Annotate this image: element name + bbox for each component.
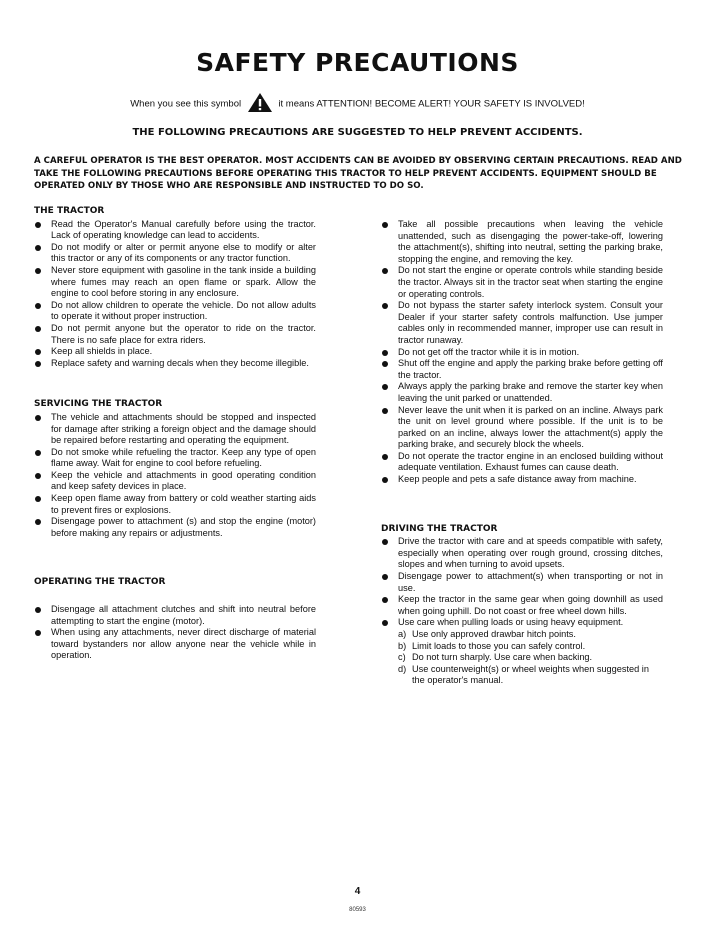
list-item (34, 358, 316, 370)
list-item-text: Drive the tractor with care and at speeds compatible with safety, especially when operating over rough ground, crossing ditches, slopes and when turning to avoid upsets. (398, 536, 663, 570)
intro-paragraph: A CAREFUL OPERATOR IS THE BEST OPERATOR. MOST ACCIDENTS CAN BE AVOIDED BY OBSERVING CERTAIN PRECAUTIONS. READ AND TAKE THE FOLLOWING PRECAUTIONS BEFORE OPERATING THIS TRACTOR TO HELP PREVENT ACCIDENTS. EQUIPMENT SHOULD BE OPERATED ONLY BY THOSE WHO ARE RESPONSIBLE AND INSTRUCTED TO DO SO. (34, 156, 682, 191)
servicing-list (34, 412, 316, 540)
operating-continued-list (381, 219, 663, 486)
list-item (381, 451, 663, 474)
list-item (381, 571, 663, 594)
bullet-icon (35, 326, 41, 332)
bullet-icon (35, 607, 41, 613)
sub-list-item (398, 652, 663, 664)
bullet-icon (382, 361, 388, 367)
list-item (34, 604, 316, 627)
list-item-text: Do not operate the tractor engine in an enclosed building without adequate ventilation. Exhaust fumes can cause death. (398, 450, 663, 473)
bullet-icon (35, 361, 41, 367)
list-item-text: Keep the tractor in the same gear when going downhill as used when going uphill. Do not coast or free wheel down hills. (398, 594, 663, 616)
tractor-list (34, 219, 316, 370)
sub-item-letter: a) (398, 629, 407, 639)
list-item (34, 627, 316, 662)
bullet-icon (382, 454, 388, 460)
list-item (381, 358, 663, 381)
bullet-icon (382, 539, 388, 545)
list-item-text: Do not allow children to operate the vehicle. Do not allow adults to operate it without proper instruction. (51, 299, 316, 322)
bullet-icon (35, 222, 41, 228)
list-item (381, 405, 663, 451)
right-column (381, 219, 663, 687)
bullet-icon (35, 473, 41, 479)
list-item-text: Read the Operator's Manual carefully before using the tractor. Lack of operating knowledge can lead to accidents. (51, 218, 316, 241)
sub-item-text: Use counterweight(s) or wheel weights when suggested in the operator's manual. (412, 663, 649, 686)
list-item-text: Do not permit anyone but the operator to ride on the tractor. There is no safe place for extra riders. (51, 322, 316, 345)
list-item (381, 219, 663, 265)
bullet-icon (35, 245, 41, 251)
symbol-line-after: it means ATTENTION! BECOME ALERT! YOUR SAFETY IS INVOLVED! (278, 98, 585, 110)
list-item-text: Replace safety and warning decals when they become illegible. (51, 357, 309, 368)
sub-list-item (398, 641, 663, 653)
bullet-icon (382, 477, 388, 483)
list-item (381, 300, 663, 346)
list-item-text: When using any attachments, never direct discharge of material toward bystanders nor allow anyone near the vehicle while in operation. (51, 627, 316, 661)
sub-item-letter: d) (398, 663, 407, 674)
list-item (381, 265, 663, 300)
symbol-line-before: When you see this symbol (130, 98, 242, 110)
section-heading-operating: OPERATING THE TRACTOR (34, 577, 166, 588)
list-item (34, 412, 316, 447)
bullet-icon (382, 268, 388, 274)
list-item-text: Shut off the engine and apply the parking brake before getting off the tractor. (398, 358, 663, 380)
bullet-icon (35, 415, 41, 421)
list-item (34, 323, 316, 346)
list-item-text: Never store equipment with gasoline in the tank inside a building where fumes may reach an open flame or spark. Allow the engine to cool before storing in any enclosure. (51, 264, 316, 299)
list-item-text: Use care when pulling loads or using heavy equipment. (398, 617, 624, 628)
section-heading-servicing: SERVICING THE TRACTOR (34, 399, 163, 410)
list-item-text: Keep people and pets a safe distance away from machine. (398, 474, 637, 485)
page-title: SAFETY PRECAUTIONS (196, 48, 519, 77)
bullet-icon (35, 268, 41, 274)
list-item (381, 381, 663, 404)
list-item-text: Disengage power to attachment (s) and stop the engine (motor) before making any repairs or adjustments. (51, 516, 316, 538)
driving-list (381, 536, 663, 629)
list-item (34, 346, 316, 358)
bullet-icon (382, 620, 388, 626)
list-item-text: Do not smoke while refueling the tractor. Keep any type of open flame away. Wait for engine to cool before refueling. (51, 446, 316, 469)
list-item (381, 617, 663, 629)
document-code: 80593 (349, 907, 366, 913)
list-item-text: Do not get off the tractor while it is in motion. (398, 346, 580, 357)
sub-item-text: Use only approved drawbar hitch points. (412, 629, 576, 639)
driving-sub-list (381, 629, 663, 687)
list-item (34, 265, 316, 300)
bullet-icon (35, 519, 41, 525)
list-item (34, 493, 316, 516)
bullet-icon (35, 630, 41, 636)
bullet-icon (35, 303, 41, 309)
list-item-text: Do not bypass the starter safety interlock system. Consult your Dealer if your starter safety controls malfunction. Use jumper cables only in recommended manner, improper use can result in tractor runaway. (398, 300, 663, 345)
operating-list (34, 604, 316, 662)
list-item-text: Disengage all attachment clutches and shift into neutral before attempting to start the engine (motor). (51, 604, 316, 626)
sub-list-item (398, 664, 663, 687)
sub-list-item (398, 629, 663, 641)
list-item-text: Keep all shields in place. (51, 346, 153, 357)
subheading: THE FOLLOWING PRECAUTIONS ARE SUGGESTED TO HELP PREVENT ACCIDENTS. (132, 127, 583, 138)
bullet-icon (382, 597, 388, 603)
bullet-icon (382, 574, 388, 580)
sub-item-letter: c) (398, 652, 406, 663)
bullet-icon (382, 303, 388, 309)
section-heading-tractor: THE TRACTOR (34, 206, 105, 216)
attention-symbol-line (0, 93, 715, 115)
list-item (381, 536, 663, 571)
bullet-icon (382, 222, 388, 228)
warning-triangle-icon (248, 93, 272, 115)
bullet-icon (35, 496, 41, 502)
list-item-text: Take all possible precautions when leaving the vehicle unattended, such as disengaging the power-take-off, lowering the attachment(s), shifting into neutral, setting the parking brake, stopping the engine, and removing the key. (398, 219, 663, 264)
list-item (34, 470, 316, 493)
list-item (34, 447, 316, 470)
list-item-text: Do not start the engine or operate controls while standing beside the tractor. Always sit in the tractor seat when starting the engine or operating controls. (398, 265, 663, 299)
list-item-text: Keep open flame away from battery or cold weather starting aids to prevent fires or explosions. (51, 493, 316, 515)
list-item (34, 242, 316, 265)
page-number: 4 (354, 886, 361, 897)
bullet-icon (35, 349, 41, 355)
list-item (34, 219, 316, 242)
list-item-text: Disengage power to attachment(s) when transporting or not in use. (398, 571, 663, 593)
list-item-text: Do not modify or alter or permit anyone else to modify or alter this tractor or any of its components or any tractor function. (51, 241, 316, 264)
bullet-icon (382, 408, 388, 414)
list-item (381, 594, 663, 617)
list-item (381, 347, 663, 359)
list-item-text: The vehicle and attachments should be stopped and inspected for damage after striking a foreign object and the damage should be repaired before restarting and operating the equipment. (51, 411, 316, 446)
sub-item-text: Do not turn sharply. Use care when backing. (412, 652, 593, 663)
left-column (34, 206, 316, 662)
section-heading-driving: DRIVING THE TRACTOR (381, 523, 498, 534)
list-item-text: Never leave the unit when it is parked on an incline. Always park the unit on level ground where possible. If the unit is to be parked on an incline, always lower the attachment(s) apply the parking brake, and securely block the wheels. (398, 404, 663, 450)
sub-item-text: Limit loads to those you can safely control. (412, 640, 586, 651)
bullet-icon (382, 384, 388, 390)
list-item (381, 474, 663, 486)
list-item-text: Keep the vehicle and attachments in good operating condition and keep safety devices in place. (51, 469, 316, 492)
sub-item-letter: b) (398, 640, 407, 651)
list-item (34, 300, 316, 323)
list-item-text: Always apply the parking brake and remove the starter key when leaving the unit parked or unattended. (398, 381, 663, 403)
list-item (34, 516, 316, 539)
bullet-icon (382, 350, 388, 356)
bullet-icon (35, 450, 41, 456)
